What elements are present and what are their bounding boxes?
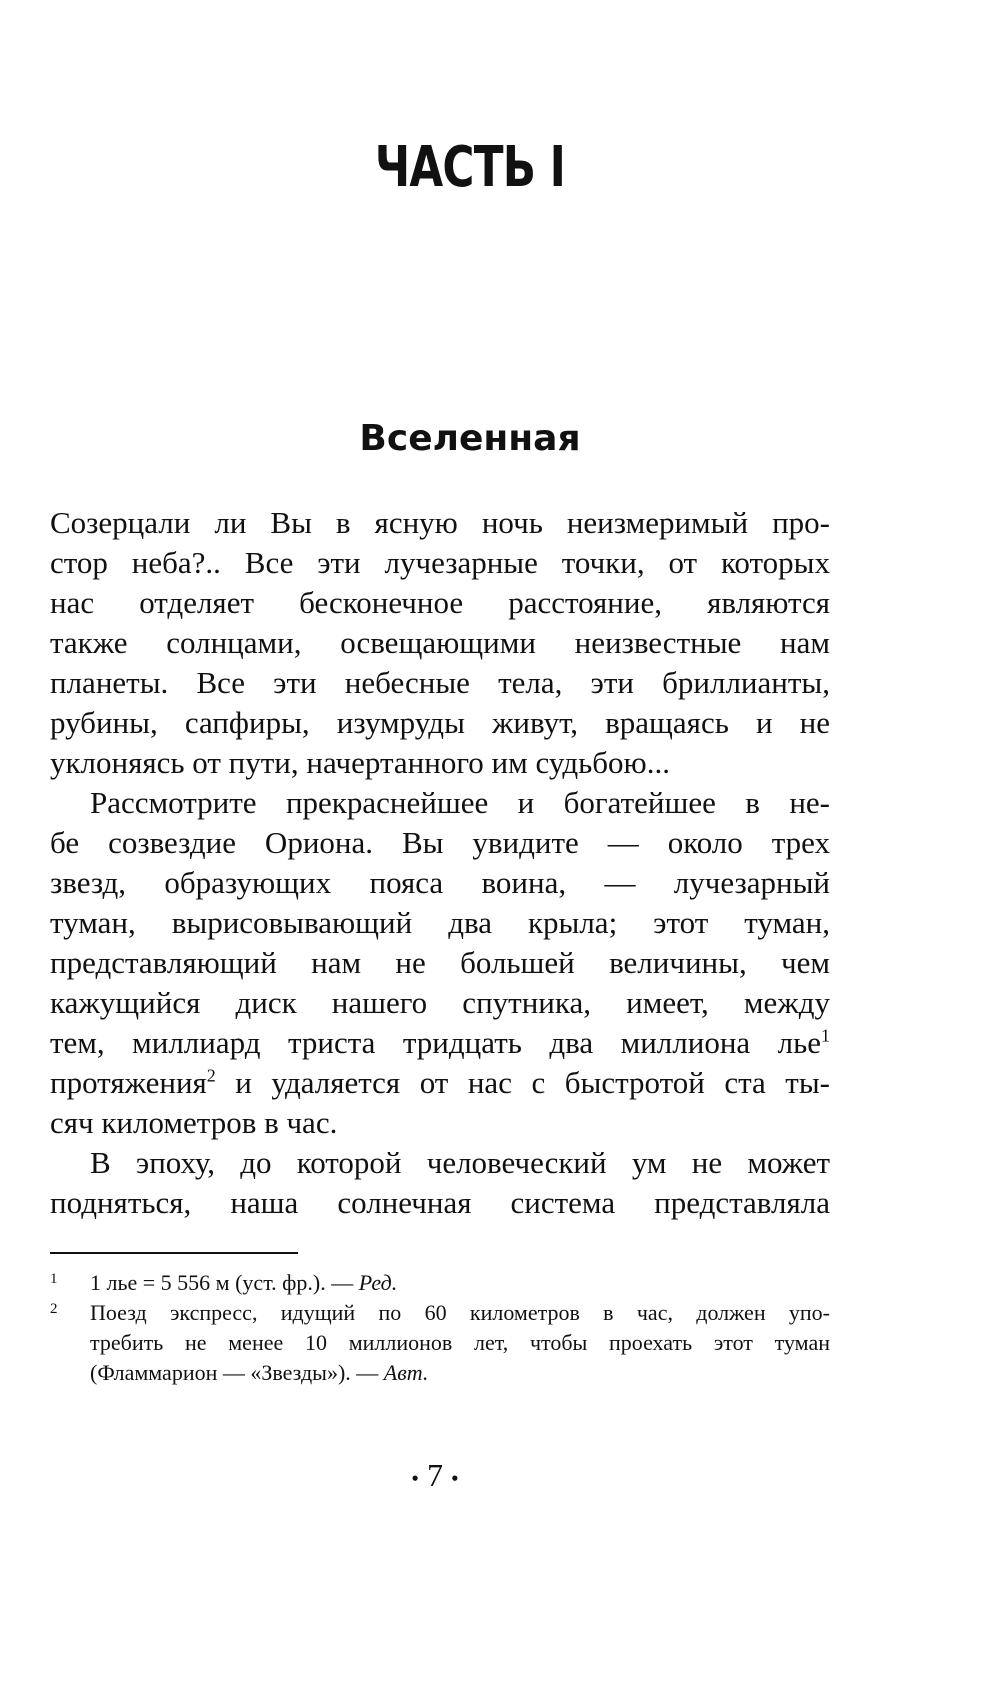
text-segment: тем, миллиард триста тридцать два миллиона лье	[50, 1025, 821, 1060]
text-line: планеты. Все эти небесные тела, эти бриллианты,	[50, 665, 830, 700]
footnote-text-line	[90, 1358, 830, 1388]
footnote-text: 1 лье = 5 556 м (уст. фр.). —	[90, 1270, 359, 1295]
text-line: стор неба?.. Все эти лучезарные точки, от которых	[50, 545, 830, 580]
footnote-2	[50, 1298, 830, 1388]
footnote-author: Авт.	[383, 1360, 429, 1385]
footnote-divider	[50, 1252, 298, 1254]
page-number	[0, 1457, 870, 1494]
text-line: сяч километров в час.	[50, 1105, 338, 1140]
bullet-icon: •	[411, 1465, 419, 1491]
text-line: звезд, образующих пояса воина, — лучезарный	[50, 865, 830, 900]
page-number-value: 7	[427, 1457, 443, 1493]
text-line: рубины, сапфиры, изумруды живут, вращаясь и не	[50, 705, 830, 740]
footnote-author: Ред.	[358, 1270, 398, 1295]
text-line: представляющий нам не большей величины, чем	[50, 945, 830, 980]
footnotes	[50, 1268, 830, 1388]
text-line: туман, вырисовывающий два крыла; этот туман,	[50, 905, 830, 940]
footnote-text-line: требить не менее 10 миллионов лет, чтобы проехать этот туман	[90, 1330, 830, 1355]
footnote-number: 2	[50, 1301, 58, 1317]
footnote-marker-2[interactable]: 2	[206, 1065, 216, 1086]
paragraph-3	[50, 1143, 830, 1223]
body-text	[50, 503, 830, 1223]
footnote-marker-1[interactable]: 1	[821, 1025, 830, 1046]
text-line-with-footnote	[50, 1023, 830, 1063]
text-line: Созерцали ли Вы в ясную ночь неизмеримый про-	[50, 505, 830, 540]
text-line: также солнцами, освещающими неизвестные нам	[50, 625, 830, 660]
text-line: нас отделяет бесконечное расстояние, являются	[50, 585, 830, 620]
text-line: подняться, наша солнечная система представляла	[50, 1185, 830, 1220]
text-segment: и удаляется от нас с быстротой ста ты-	[215, 1065, 830, 1100]
text-line: уклоняясь от пути, начертанного им судьбою...	[50, 745, 670, 780]
text-line: Рассмотрите прекраснейшее и богатейшее в не-	[90, 785, 830, 820]
paragraph-2	[50, 783, 830, 1143]
text-segment: протяжения	[50, 1065, 207, 1100]
paragraph-1	[50, 503, 830, 783]
text-line: В эпоху, до которой человеческий ум не может	[90, 1145, 830, 1180]
text-line: кажущийся диск нашего спутника, имеет, между	[50, 985, 830, 1020]
footnote-1	[50, 1268, 830, 1298]
bullet-icon: •	[451, 1465, 459, 1491]
footnote-text: (Фламмарион — «Звезды»). —	[90, 1360, 384, 1385]
text-line-with-footnote	[50, 1063, 830, 1103]
footnote-text-line: Поезд экспресс, идущий по 60 километров в час, должен упо-	[90, 1300, 830, 1325]
part-title: ЧАСТЬ I	[374, 135, 566, 200]
footnote-number: 1	[50, 1271, 58, 1287]
text-line: бе созвездие Ориона. Вы увидите — около трех	[50, 825, 830, 860]
chapter-title: Вселенная	[359, 418, 581, 459]
